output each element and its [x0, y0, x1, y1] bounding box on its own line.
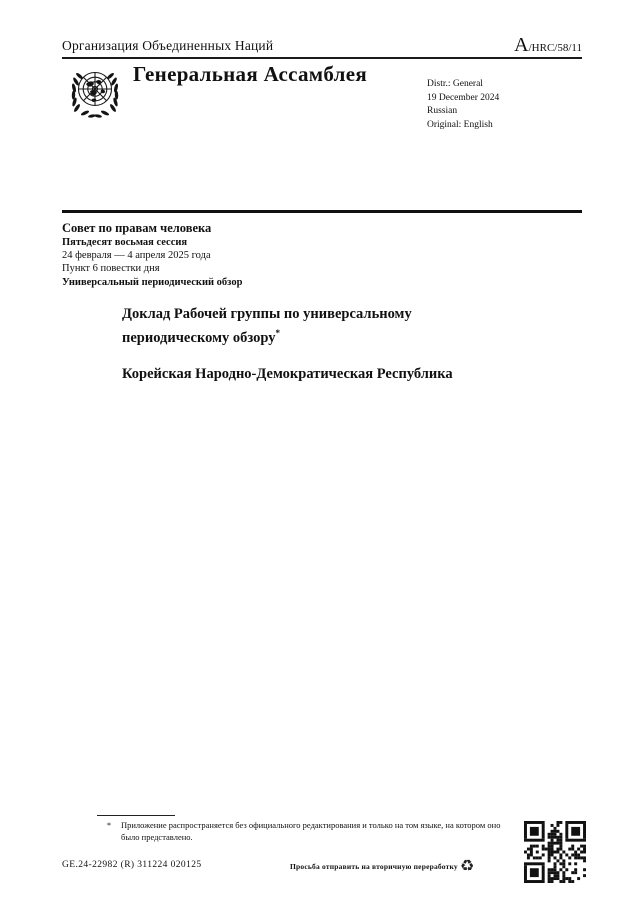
title-footnote-marker: *: [275, 328, 280, 338]
distr-line: Distr.: General: [427, 79, 483, 89]
header-divider: [62, 57, 582, 59]
ge-number: GE.24-22982 (R) 311224 020125: [62, 860, 202, 870]
date-line: 19 December 2024: [427, 92, 500, 103]
un-emblem-icon: [63, 64, 127, 128]
recycle-icon: ♻: [459, 856, 475, 875]
title-block: [122, 305, 482, 384]
org-name: Организация Объединенных Наций: [62, 38, 274, 53]
session-dates: 24 февраля — 4 апреля 2025 года: [62, 250, 211, 262]
council-name: Совет по правам человека: [62, 221, 212, 235]
footnote: [97, 820, 517, 843]
original-language-line: Original: English: [427, 119, 493, 130]
agenda-item: Пункт 6 повестки дня: [62, 263, 160, 275]
document-symbol-prefix: A: [514, 34, 529, 56]
footnote-text: Приложение распространяется без официального редактирования и только на том языке, на котором оно было представлено.: [121, 820, 501, 842]
session-name: Пятьдесят восьмая сессия: [62, 237, 188, 248]
footnote-marker: *: [106, 820, 112, 830]
distribution-block: [427, 78, 499, 132]
recycle-text: Просьба отправить на вторичную переработку: [290, 861, 458, 871]
assembly-title: Генеральная Ассамблея: [133, 62, 368, 86]
report-title: [122, 305, 462, 348]
country-title: Корейская Народно-Демократическая Республика: [122, 365, 453, 382]
agenda-topic: Универсальный периодический обзор: [62, 276, 243, 288]
language-line: Russian: [427, 106, 458, 116]
footnote-divider: [97, 815, 175, 816]
session-block: [62, 220, 242, 289]
document-symbol: [514, 34, 582, 57]
recycle-line: [290, 858, 474, 874]
document-symbol-rest: /HRC/58/11: [528, 42, 582, 54]
report-title-text: Доклад Рабочей группы по универсальному периодическому обзору: [122, 306, 412, 346]
section-divider: [62, 210, 582, 213]
qr-code-icon: [524, 821, 586, 883]
